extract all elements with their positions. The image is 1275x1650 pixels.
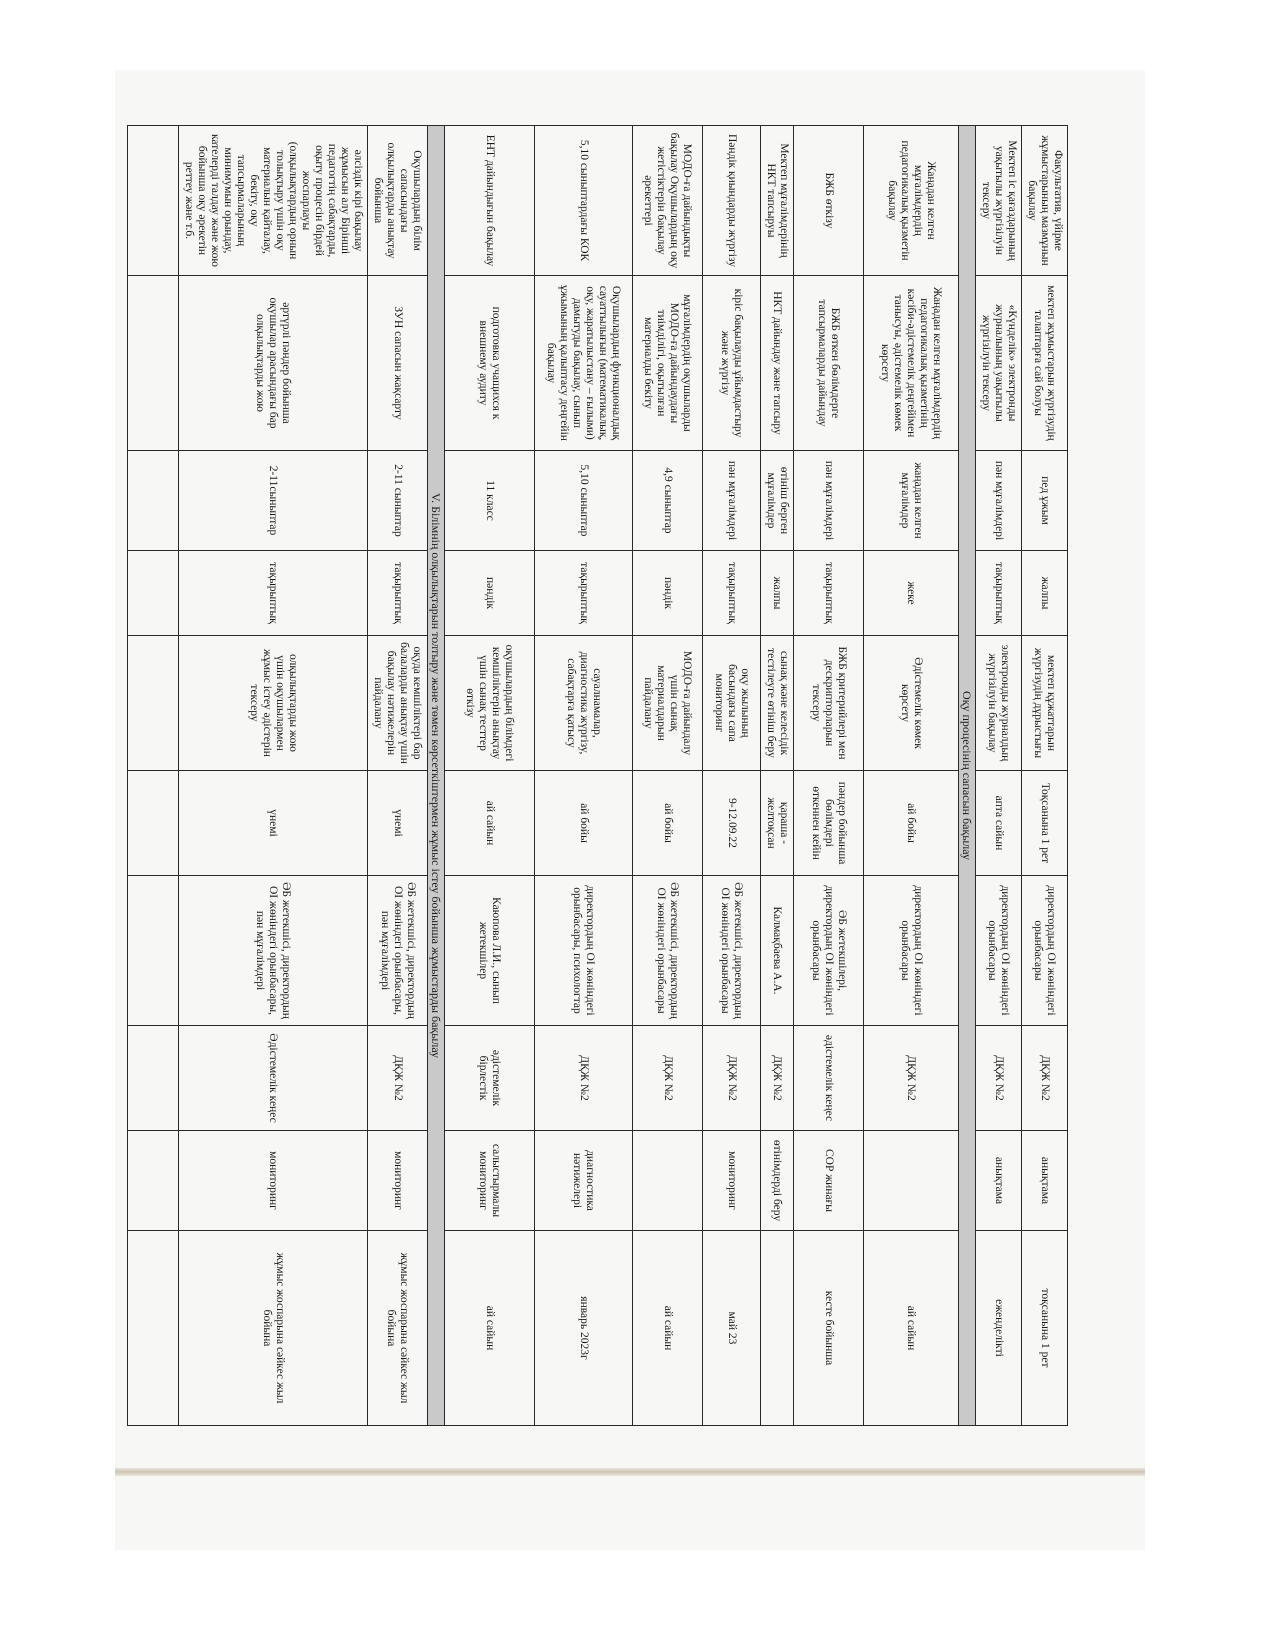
cell-period: пәндер бойынша бөлімдері өткеннен кейін [794,771,864,876]
cell-where: ДҚЖ №2 [368,1026,428,1131]
table-row [976,126,1022,1426]
cell-object: пән мұғалімдері [976,451,1022,551]
cell-period: ай бойы [864,771,959,876]
cell-responsible: ӘБ жетекшісі, директордың ОІ жөніндегі орынбасары [633,876,703,1026]
cell-object: пед ұжым [1022,451,1068,551]
cell-goal: НКТ дайындау және тапсыру [761,276,794,451]
cell-method: Әдістемелік көмек көрсету [864,636,959,771]
cell-decision: мониторинг [703,1131,761,1231]
cell-topic: Жаңадан келген мұғалімдердің педагогикалық қызметін бақылау [864,126,959,276]
page-edge [115,1468,1145,1476]
cell-period: үнемі [179,771,368,876]
cell-method: МОДО-ға дайындалу үшін сынақ материалдарын пайдалану [633,636,703,771]
cell-responsible: ӘБ жетекшісі, директордың ОІ жөніндегі орынбасары [703,876,761,1026]
cell-type: тақырыптық [368,551,428,636]
cell-object: 11 класс [445,451,535,551]
cell-deadline: май 23 [703,1231,761,1426]
empty-cell [128,451,179,551]
cell-period: Тоқсанына 1 рет [1022,771,1068,876]
cell-type: тақырыптық [976,551,1022,636]
empty-cell [128,1231,179,1426]
cell-where: ДҚЖ №2 [535,1026,633,1131]
cell-responsible: директордың ОІ жөніндегі орынбасары [1022,876,1068,1026]
cell-goal: әртүрлі пәндер бойынша оқушылар арасындағы бар олқылықтарды жою [179,276,368,451]
empty-cell [128,771,179,876]
cell-topic: МОДО-ға дайындықты бақылау Оқушылардың оқу жетістіктерін бақылау әрекеттері [633,126,703,276]
table-row [703,126,761,1426]
cell-where: әдістемелік бірлестік [445,1026,535,1131]
cell-responsible: директордың ОІ жөніндегі орынбасары, психологтар [535,876,633,1026]
cell-type: пәндік [445,551,535,636]
cell-deadline [761,1231,794,1426]
cell-responsible: ӘБ жетекшісі, директордың ОІ жөніндегі орынбасары, пән мұғалімдері [368,876,428,1026]
empty-cell [128,1026,179,1131]
cell-topic: БЖБ өткізу [794,126,864,276]
cell-period: үнемі [368,771,428,876]
cell-topic: Оқушылардың білім сапасындағы олқылықтарды анықтау бойынша [368,126,428,276]
cell-object: пән мұғалімдері [794,451,864,551]
cell-type: жалпы [1022,551,1068,636]
cell-responsible: Калмақбаева А.А. [761,876,794,1026]
cell-topic: 5,10 сыныптардағы КОК [535,126,633,276]
cell-goal: мұғалімдердің оқушыларды МОДО-ға дайындаудағы тиімділігі, оқытылған материалды бекіту [633,276,703,451]
cell-decision: анықтама [976,1131,1022,1231]
cell-type: тақырыптық [703,551,761,636]
cell-topic: Мектеп мұғалімдерінің НКТ тапсыруы [761,126,794,276]
cell-where: ДҚЖ №2 [864,1026,959,1131]
cell-where: ДҚЖ №2 [1022,1026,1068,1131]
cell-object: 5,10 сыныптар [535,451,633,551]
cell-goal: мектеп жұмыстарын жүргізудің талаптарға сай болуы [1022,276,1068,451]
cell-decision: СОР жинағы [794,1131,864,1231]
cell-object: пән мұғалімдері [703,451,761,551]
cell-decision: салыстырмалы мониторинг [445,1131,535,1231]
cell-period: апта сайын [976,771,1022,876]
empty-cell [128,126,179,276]
cell-where: әдістемелік кеңес [794,1026,864,1131]
cell-object: 2-11 сыныптар [368,451,428,551]
cell-object: 4,9 сыныптар [633,451,703,551]
cell-type: тақырыптық [179,551,368,636]
cell-deadline: жұмыс жоспарына сәйкес жыл бойына [368,1231,428,1426]
cell-decision: анықтама [1022,1131,1068,1231]
cell-method: мектеп құжаттарын жүргізудің дұрыстығы [1022,636,1068,771]
cell-type: жалпы [761,551,794,636]
cell-responsible: ӘБ жетекшілері, директордың ОІ жөніндегі орынбасары [794,876,864,1026]
cell-method: оқушылардың білімдегі кемшіліктерін анықтау үшін сынақ тесттер өткізу [445,636,535,771]
cell-goal: Жаңадан келген мұғалімдердің педагогикалық қызметінің кәсіби-әдістемелік деңгейімен танысуы, әдістемелік көмек көрсету [864,276,959,451]
table-row [794,126,864,1426]
section-title: V. Білімнің олқылықтарын толтыру және төмен көрсеткіштермен жұмыс істеу бойынша жұмыстарды бақылау [428,126,445,1426]
cell-period: 9-12.09.22 [703,771,761,876]
cell-goal: кіріс бақылауды ұйымдастыру және жүргізу [703,276,761,451]
cell-goal: Оқушылардың функционалдық сауаттылығын (математикалық, оқу, жаратылыстану – ғылыми) дамытуды бақылау, сынып ұжымының қалыптасу деңгейін бақылау [535,276,633,451]
cell-decision: диагностика нәтижелері [535,1131,633,1231]
table-row [179,126,368,1426]
cell-period: ай бойы [535,771,633,876]
table-row [445,126,535,1426]
cell-where: ДҚЖ №2 [761,1026,794,1131]
empty-cell [128,1131,179,1231]
cell-method: олқылықтарды жою үшін оқушылармен жұмыс істеу әдістерін тексеру [179,636,368,771]
cell-method: оқуда кемшіліктері бар балаларды анықтау үшін бақылау нәтижелерін пайдалану [368,636,428,771]
cell-deadline: кесте бойынша [794,1231,864,1426]
cell-where: ДҚЖ №2 [703,1026,761,1131]
empty-cell [128,876,179,1026]
cell-object: өтініш берген мұғалімдер [761,451,794,551]
cell-method: БЖБ критерийлері мен дескрипторларын тексеру [794,636,864,771]
cell-type: жеке [864,551,959,636]
cell-responsible: директордың ОІ жөніндегі орынбасары [976,876,1022,1026]
cell-method: электронды журналдың жүргізілуін бақылау [976,636,1022,771]
cell-period: ай бойы [633,771,703,876]
cell-deadline: тоқсанына 1 рет [1022,1231,1068,1426]
table-body [128,126,1068,1426]
cell-type: тақырыптық [794,551,864,636]
cell-topic: Пәндік қиындарды жүргізу [703,126,761,276]
cell-goal: ЗУН сапасын жақсарту [368,276,428,451]
cell-where: Әдістемелік кеңес [179,1026,368,1131]
cell-deadline: январь 2023г [535,1231,633,1426]
cell-period: ай сайын [445,771,535,876]
table-row [761,126,794,1426]
cell-type: тақырыптық [535,551,633,636]
cell-decision [864,1131,959,1231]
cell-topic: Мектеп іс қағаздарының уақытылы жүргізілуін тексеру [976,126,1022,276]
section-title: Оқу процесінің сапасын бақылау [959,126,976,1426]
section-header-row [959,126,976,1426]
table-row [1022,126,1068,1426]
table-row [864,126,959,1426]
cell-object: жаңадан келген мұғалімдер [864,451,959,551]
cell-topic: әлсіздік кірі бақылау жұмысын алу Бірінші педагогтің сабақтарды, оқыту процесін бірдей жоспарлауы (олқылықтардың орнын толықтыру үшін оқу материалын қайталау, бекіту, оқу тапсырмаларының минимумын орындау, кателерді талдау және жою бойынша оқу әрекетін реттеу және т.б. [179,126,368,276]
cell-object: 2-11сыныптар [179,451,368,551]
cell-decision: өтінімдерді беру [761,1131,794,1231]
empty-cell [128,551,179,636]
cell-deadline: ай сайын [864,1231,959,1426]
cell-type: пәндік [633,551,703,636]
cell-deadline: еженделікті [976,1231,1022,1426]
empty-cell [128,636,179,771]
cell-responsible: директордың ОІ жөніндегі орынбасары [864,876,959,1026]
table-row [368,126,428,1426]
cell-topic: Факультатив, үйірме жұмыстарының мазмұнын бақылау [1022,126,1068,276]
cell-period: қараша - желтоқсан [761,771,794,876]
cell-responsible: ӘБ жетекшісі, директордың ОІ жөніндегі орынбасары, пән мұғалімдері [179,876,368,1026]
cell-method: сауалнамалар, диагностика жүргізу, сабақтарға қатысу [535,636,633,771]
cell-where: ДҚЖ №2 [633,1026,703,1131]
section-header-row [428,126,445,1426]
control-plan-table [127,125,1068,1426]
cell-decision: мониторинг [179,1131,368,1231]
empty-row [128,126,179,1426]
empty-cell [128,276,179,451]
cell-where: ДҚЖ №2 [976,1026,1022,1131]
cell-topic: ЕНТ дайындығын бақылау [445,126,535,276]
cell-deadline: ай сайын [445,1231,535,1426]
cell-responsible: Каюпова Л.И., сынып жетекшілер [445,876,535,1026]
rotated-table-wrapper [183,125,1068,1425]
cell-goal: БЖБ өткен бөлімдерге тапсырмаларды дайындау [794,276,864,451]
cell-decision [633,1131,703,1231]
cell-deadline: ай сайын [633,1231,703,1426]
cell-decision: мониторинг [368,1131,428,1231]
cell-deadline: жұмыс жоспарына сәйкес жыл бойына [179,1231,368,1426]
table-row [535,126,633,1426]
cell-goal: подготовка учащихся к внешнему аудиту [445,276,535,451]
cell-goal: «Күнделік» электронды журналының уақытылы жүргізілуін тексеру [976,276,1022,451]
cell-method: оқу жылының басындағы сапа мониторинг [703,636,761,771]
table-row [633,126,703,1426]
cell-method: сынақ және келесідік тестілеуге өтініш беру [761,636,794,771]
